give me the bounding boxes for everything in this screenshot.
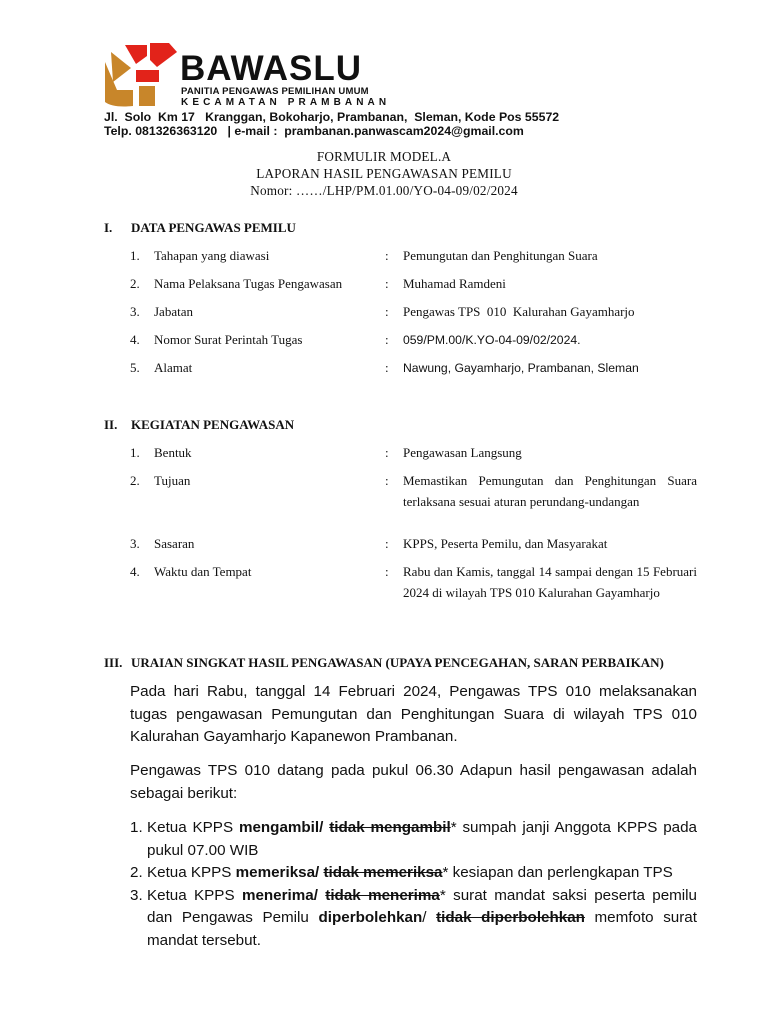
form-model: FORMULIR MODEL.A [316,149,452,164]
row-value: 059/PM.00/K.YO-04-09/02/2024. [403,333,581,347]
item-struck-choice: tidak menerima [325,886,440,904]
row-number: 2. [130,473,140,488]
row-label: Bentuk [154,445,192,460]
section-title: URAIAN SINGKAT HASIL PENGAWASAN (UPAYA PENCEGAHAN, SARAN PERBAIKAN) [131,655,664,670]
letterhead-contact: Telp. 081326363120 | e-mail : prambanan.panwascam2024@gmail.com [104,124,524,138]
item-choice: diperbolehkan [318,909,423,926]
item-text: / [422,909,437,926]
form-number: Nomor: ……/LHP/PM.01.00/YO-04-09/02/2024 [250,183,518,198]
brand-name: BAWASLU [180,49,362,88]
item-text: Ketua KPPS [147,864,236,881]
row-label: Waktu dan Tempat [154,564,252,579]
section-number: I. [104,220,113,235]
item-choice: memeriksa/ [235,864,324,881]
row-colon: : [385,332,389,347]
item-struck-choice: tidak mengambil [329,819,451,836]
item-text: Ketua KPPS [147,886,242,904]
row-number: 4. [130,332,140,347]
row-number: 4. [130,564,140,579]
row-value: KPPS, Peserta Pemilu, dan Masyarakat [403,536,608,551]
row-colon: : [385,564,389,579]
brand-subtitle: PANITIA PENGAWAS PEMILIHAN UMUM [181,86,369,97]
section-number: III. [104,655,123,670]
section-title: KEGIATAN PENGAWASAN [131,417,295,432]
row-colon: : [385,536,389,551]
letterhead-address: Jl. Solo Km 17 Kranggan, Bokoharjo, Prambanan, Sleman, Kode Pos 55572 [104,110,560,124]
findings-list [130,817,697,952]
narrative-paragraph: Pada hari Rabu, tanggal 14 Februari 2024, Pengawas TPS 010 melaksanakan tugas pengawasan Pemungutan dan Penghitungan Suara di wilayah TPS 010 Kalurahan Gayamharjo Kapanewon Prambanan. [130,683,697,745]
row-label: Jabatan [154,304,193,319]
row-colon: : [385,445,389,460]
row-colon: : [385,304,389,319]
row-label: Tahapan yang diawasi [154,248,270,263]
row-label: Nama Pelaksana Tugas Pengawasan [154,276,343,291]
row-number: 2. [130,276,140,291]
list-number: 3. [130,886,143,904]
row-label: Sasaran [154,536,195,551]
section-number: II. [104,417,118,432]
row-value: Rabu dan Kamis, tanggal 14 sampai dengan 15 Februari 2024 di wilayah TPS 010 Kalurahan Gayamharjo [403,564,697,600]
list-item [130,862,697,885]
row-value: Pemungutan dan Penghitungan Suara [403,248,598,263]
row-number: 3. [130,304,140,319]
row-colon: : [385,473,389,488]
item-text: * surat mandat saksi peserta pemilu dan Pengawas Pemilu [147,886,697,926]
row-number: 1. [130,248,140,263]
brand-district: KECAMATAN PRAMBANAN [181,97,391,108]
section-title: DATA PENGAWAS PEMILU [131,220,296,235]
item-struck-choice: tidak memeriksa [323,864,443,881]
form-title: LAPORAN HASIL PENGAWASAN PEMILU [256,166,512,181]
list-number: 1. [130,819,143,836]
row-number: 3. [130,536,140,551]
row-label: Alamat [154,360,193,375]
item-choice: mengambil/ [238,819,330,836]
item-struck-choice: tidak diperbolehkan [436,909,585,926]
row-colon: : [385,360,389,375]
row-value: Memastikan Pemungutan dan Penghitungan Suara terlaksana sesuai aturan perundang-undangan [403,473,697,509]
list-item [130,817,697,862]
row-number: 1. [130,445,140,460]
list-item [130,885,697,953]
row-value: Nawung, Gayamharjo, Prambanan, Sleman [403,361,639,375]
item-text: memfoto surat mandat tersebut. [147,909,697,949]
row-colon: : [385,248,389,263]
item-text: * kesiapan dan perlengkapan TPS [442,864,673,881]
bawaslu-logo-icon [103,42,179,108]
narrative-paragraph: Pengawas TPS 010 datang pada pukul 06.30 Adapun hasil pengawasan adalah sebagai berikut: [130,762,697,802]
row-colon: : [385,276,389,291]
row-number: 5. [130,360,140,375]
item-text: * sumpah janji Anggota KPPS pada pukul 07.00 WIB [147,819,697,859]
item-text: Ketua KPPS [147,819,239,836]
row-value: Pengawasan Langsung [403,445,522,460]
row-value: Pengawas TPS 010 Kalurahan Gayamharjo [403,304,635,319]
row-label: Nomor Surat Perintah Tugas [154,332,303,347]
row-label: Tujuan [154,473,191,488]
item-choice: menerima/ [241,886,326,904]
list-number: 2. [130,864,143,881]
row-value: Muhamad Ramdeni [403,276,506,291]
